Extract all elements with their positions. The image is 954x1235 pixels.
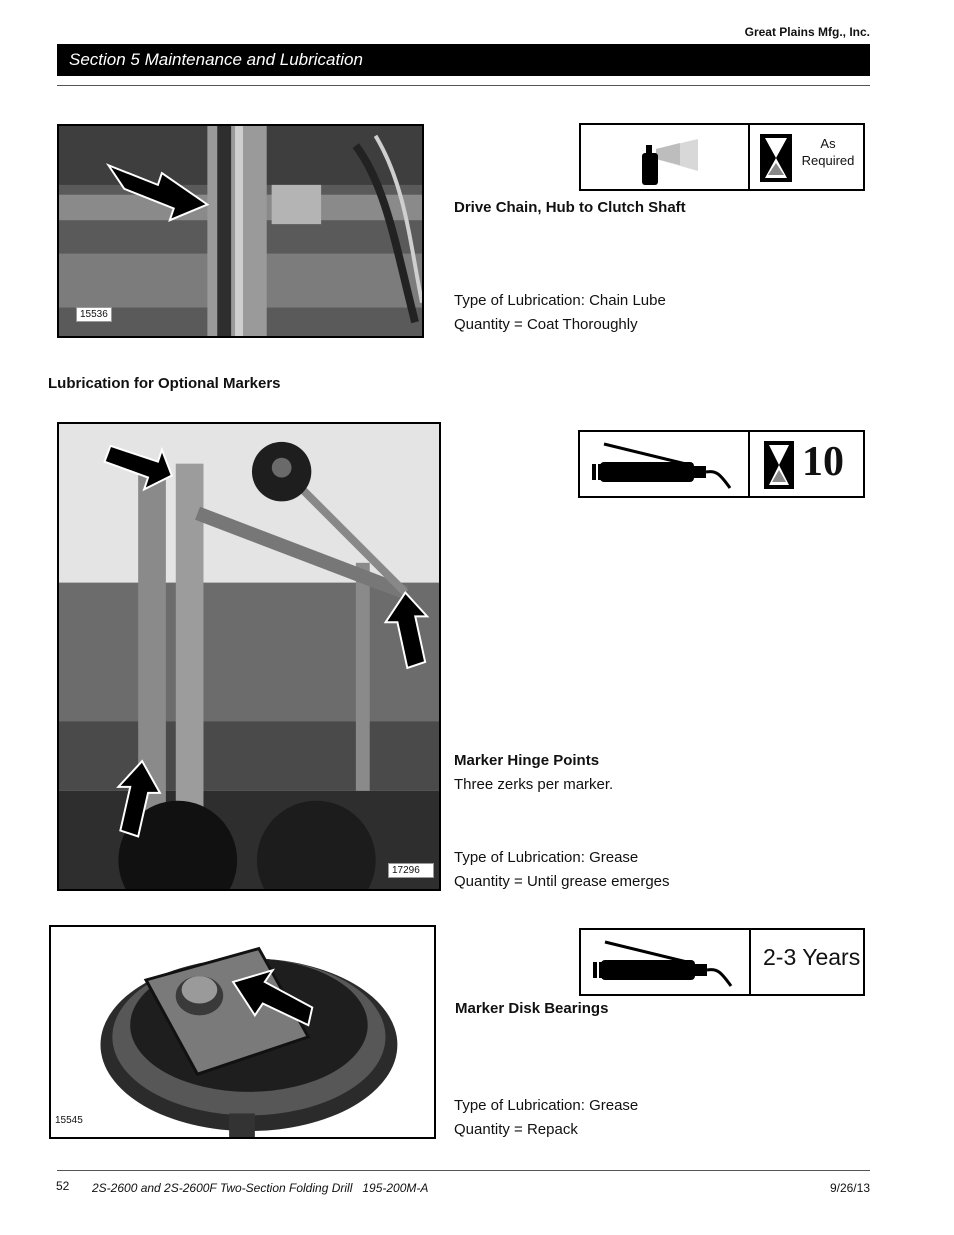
lube-type: Type of Lubrication: Chain Lube [454, 292, 666, 309]
item-note: Three zerks per marker. [454, 776, 614, 793]
icon-divider [749, 930, 751, 994]
document-date: 9/26/13 [829, 1181, 870, 1195]
company-name: Great Plains Mfg., Inc. [744, 25, 870, 39]
hourglass-icon [759, 133, 793, 183]
item-heading: Marker Hinge Points [454, 752, 600, 769]
lube-interval-box [579, 123, 865, 191]
lube-interval-box [579, 928, 865, 996]
section-title-bar [57, 44, 870, 76]
document-title: 2S-2600 and 2S-2600F Two-Section Folding Drill 195-200M-A [92, 1181, 429, 1195]
photo-id-label: 15545 [55, 1115, 83, 1126]
lube-quantity: Quantity = Until grease emerges [454, 873, 670, 890]
lube-type: Type of Lubrication: Grease [454, 1097, 639, 1114]
grease-gun-icon [590, 440, 740, 492]
lube-quantity: Quantity = Coat Thoroughly [454, 316, 638, 333]
marker-disk-photo [49, 925, 436, 1139]
item-heading: Marker Disk Bearings [455, 1000, 609, 1017]
hourglass-icon [763, 440, 795, 490]
header-rule [57, 85, 870, 86]
icon-divider [748, 432, 750, 496]
footer-rule [57, 1170, 870, 1171]
photo-id-label: 15536 [76, 307, 112, 322]
interval-text: 10 [802, 439, 844, 485]
interval-text: As Required [801, 136, 855, 168]
section-title: Section 5 Maintenance and Lubrication [69, 50, 363, 69]
marker-hinge-illustration [59, 424, 439, 889]
lube-type: Type of Lubrication: Grease [454, 849, 639, 866]
subsection-heading: Lubrication for Optional Markers [48, 375, 281, 392]
icon-divider [748, 125, 750, 189]
photo-id-label: 17296 [388, 863, 434, 878]
page-number: 52 [56, 1179, 70, 1193]
lube-interval-box [578, 430, 865, 498]
interval-text: 2-3 Years [763, 944, 861, 970]
lube-quantity: Quantity = Repack [454, 1121, 578, 1138]
item-heading: Drive Chain, Hub to Clutch Shaft [454, 199, 686, 216]
marker-hinge-photo [57, 422, 441, 891]
drive-chain-photo [57, 124, 424, 338]
grease-gun-icon [591, 938, 741, 990]
marker-disk-illustration [51, 927, 434, 1137]
chain-lube-spray-can-icon [636, 133, 706, 185]
drive-chain-illustration [59, 126, 422, 336]
